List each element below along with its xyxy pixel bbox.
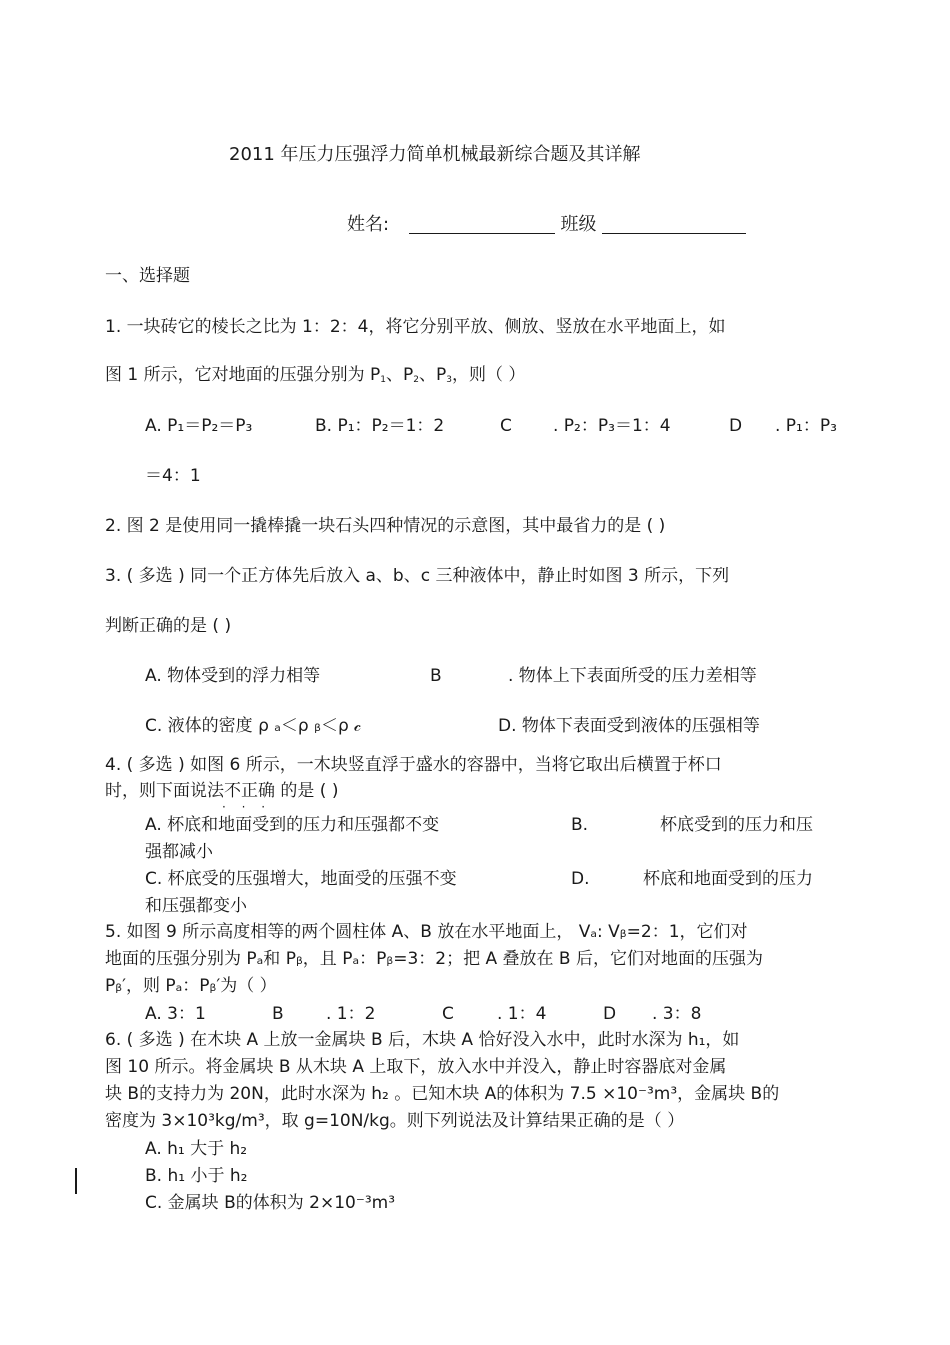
q1-line2-text: 、P xyxy=(386,365,414,385)
q5-option-d: . 3：8 xyxy=(652,1004,702,1024)
q6-option-b: B. h₁ 小于 h₂ xyxy=(145,1166,248,1186)
q1-option-c: . P₂：P₃＝1：4 xyxy=(553,416,671,436)
q4-option-d: 杯底和地面受到的压力 xyxy=(643,869,813,889)
q3-option-d: D. 物体下表面受到液体的压强相等 xyxy=(498,716,760,736)
q4-option-b-cont: 强都减小 xyxy=(145,842,213,862)
q1-option-d-cont: ＝4：1 xyxy=(145,466,201,486)
class-label: 班级 xyxy=(560,214,597,235)
emphasis-text: 不正确 · · · xyxy=(224,780,275,802)
sub-2: 2 xyxy=(413,375,420,385)
q5-line1: 5. 如图 9 所示高度相等的两个圆柱体 A、B 放在水平地面上， Vₐ: Vᵦ=2：1，它们对 xyxy=(105,922,748,942)
q4-option-b: 杯底受到的压力和压 xyxy=(660,815,813,835)
q5-option-b-letter: B xyxy=(272,1004,284,1024)
q4-option-b-letter: B. xyxy=(571,815,589,835)
q5-option-a: A. 3：1 xyxy=(145,1004,206,1024)
q3-option-b: . 物体上下表面所受的压力差相等 xyxy=(508,666,757,686)
q5-option-b: . 1：2 xyxy=(326,1004,376,1024)
q6-line3: 块 B的支持力为 20N，此时水深为 h₂ 。已知木块 A的体积为 7.5 ×10⁻³m³，金属块 B的 xyxy=(105,1084,780,1104)
name-label: 姓名: xyxy=(347,214,390,235)
q6-line2: 图 10 所示。将金属块 B 从木块 A 上取下，放入水中并没入，静止时容器底对金属 xyxy=(105,1057,727,1077)
q5-line3: Pᵦ′，则 Pₐ：Pᵦ′为（ ） xyxy=(105,976,277,996)
q1-line2-text: 图 1 所示，它对地面的压强分别为 P xyxy=(105,365,381,385)
q6-option-a: A. h₁ 大于 h₂ xyxy=(145,1139,248,1159)
q1-option-d: . P₁：P₃ xyxy=(775,416,837,436)
name-class-row xyxy=(347,214,746,236)
q4-line2-text: 的是 ( ) xyxy=(275,781,339,801)
q1-option-d-letter: D xyxy=(729,416,743,436)
q3-line2: 判断正确的是 ( ) xyxy=(105,616,232,636)
q6-line1: 6. ( 多选 ) 在木块 A 上放一金属块 B 后，木块 A 恰好没入水中，此时水深为 h₁，如 xyxy=(105,1030,740,1050)
q3-line1: 3. ( 多选 ) 同一个正方体先后放入 a、b、c 三种液体中，静止时如图 3 所示，下列 xyxy=(105,566,730,586)
q5-option-c: . 1：4 xyxy=(497,1004,547,1024)
name-blank[interactable] xyxy=(409,215,555,234)
q4-option-c: C. 杯底受的压强增大，地面受的压强不变 xyxy=(145,869,457,889)
q1-option-b: B. P₁：P₂＝1：2 xyxy=(315,416,445,436)
q3-option-a: A. 物体受到的浮力相等 xyxy=(145,666,321,686)
sub-1: 1 xyxy=(380,375,387,385)
q5-option-d-letter: D xyxy=(603,1004,617,1024)
q6-line4: 密度为 3×10³kg/m³，取 g=10N/kg。则下列说法及计算结果正确的是（ ） xyxy=(105,1111,685,1131)
q1-option-a: A. P₁＝P₂＝P₃ xyxy=(145,416,253,436)
q3-option-b-letter: B xyxy=(430,666,442,686)
q3-option-c: C. 液体的密度 ρ ₐ＜ρ ᵦ＜ρ 𝒸 xyxy=(145,716,361,736)
q1-option-c-letter: C xyxy=(500,416,512,436)
q1-line1: 1. 一块砖它的棱长之比为 1：2：4，将它分别平放、侧放、竖放在水平地面上，如 xyxy=(105,317,726,337)
q4-option-d-letter: D. xyxy=(571,869,590,889)
class-blank[interactable] xyxy=(602,215,746,234)
q5-option-c-letter: C xyxy=(442,1004,454,1024)
q4-option-d-cont: 和压强都变小 xyxy=(145,896,247,916)
q6-option-c: C. 金属块 B的体积为 2×10⁻³m³ xyxy=(145,1193,396,1213)
q5-line2: 地面的压强分别为 Pₐ和 Pᵦ，且 Pₐ：Pᵦ=3：2；把 A 叠放在 B 后，它们对地面的压强为 xyxy=(105,949,763,969)
q2-line1: 2. 图 2 是使用同一撬棒撬一块石头四种情况的示意图，其中最省力的是 ( ) xyxy=(105,516,666,536)
q4-line1: 4. ( 多选 ) 如图 6 所示，一木块竖直浮于盛水的容器中，当将它取出后横置于杯口 xyxy=(105,755,722,775)
q1-line2-text: 、P xyxy=(419,365,447,385)
text-cursor-mark xyxy=(75,1168,77,1194)
q4-line2 xyxy=(105,780,338,802)
doc-title: 2011 年压力压强浮力简单机械最新综合题及其详解 xyxy=(229,144,641,165)
section-heading: 一、选择题 xyxy=(105,266,190,286)
q1-line2 xyxy=(105,364,525,391)
q1-line2-text: ，则（ ） xyxy=(452,365,526,385)
q4-line2-text: 时，则下面说法 xyxy=(105,781,224,801)
q4-option-a: A. 杯底和地面受到的压力和压强都不变 xyxy=(145,815,440,835)
sub-3: 3 xyxy=(446,375,453,385)
